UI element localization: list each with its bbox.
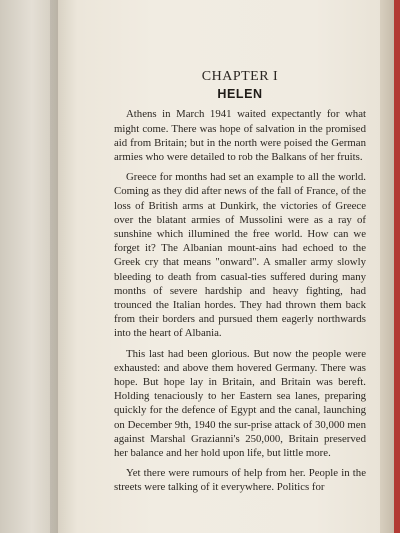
cover-edge <box>394 0 400 533</box>
paragraph-4: Yet there were rumours of help from her. People in the streets were talking of it everywhere. Politics for <box>114 467 366 494</box>
chapter-heading: CHAPTER I <box>201 69 279 84</box>
paragraph-2: Greece for months had set an example to all the world. Coming as they did after news of the fall of France, of the loss of British arms at Dunkirk, the victories of Greece over the blatant armies of Mussolini were as a ray of sunshine which illumined the free world. How can we forget it? The Albanian mount-ains had echoed to the Greek cry that means "onward". A smaller army slowly bleeding to death from casual-ties suffered during many months of severe hardship and heavy fighting, had trounced the Italian hordes. They had thrown them back from their borders and pursued them eagerly northwards into the heart of Albania. <box>114 171 366 340</box>
paragraph-3: This last had been glorious. But now the people were exhausted: and above them hovered Germany. There was hope. But hope lay in Britain, and Britain was bereft. Holding tenaciously to her Eastern sea lanes, preparing quickly for the defence of Egypt and the canal, launching on December 9th, 1940 the sur-prise attack of 30,000 men against Marshal Grazianni's 250,000, Britain preserved her balance and her hold upon life, but little more. <box>114 347 366 460</box>
page-text <box>114 70 366 501</box>
gutter-shadow <box>50 0 58 533</box>
chapter-title: HELEN <box>217 87 263 102</box>
paragraph-1: Athens in March 1941 waited expectantly for what might come. There was hope of salvation in the promised aid from Britain; but in the north were poised the German armies who were detailed to rob the Balkans of her fruits. <box>114 108 366 164</box>
